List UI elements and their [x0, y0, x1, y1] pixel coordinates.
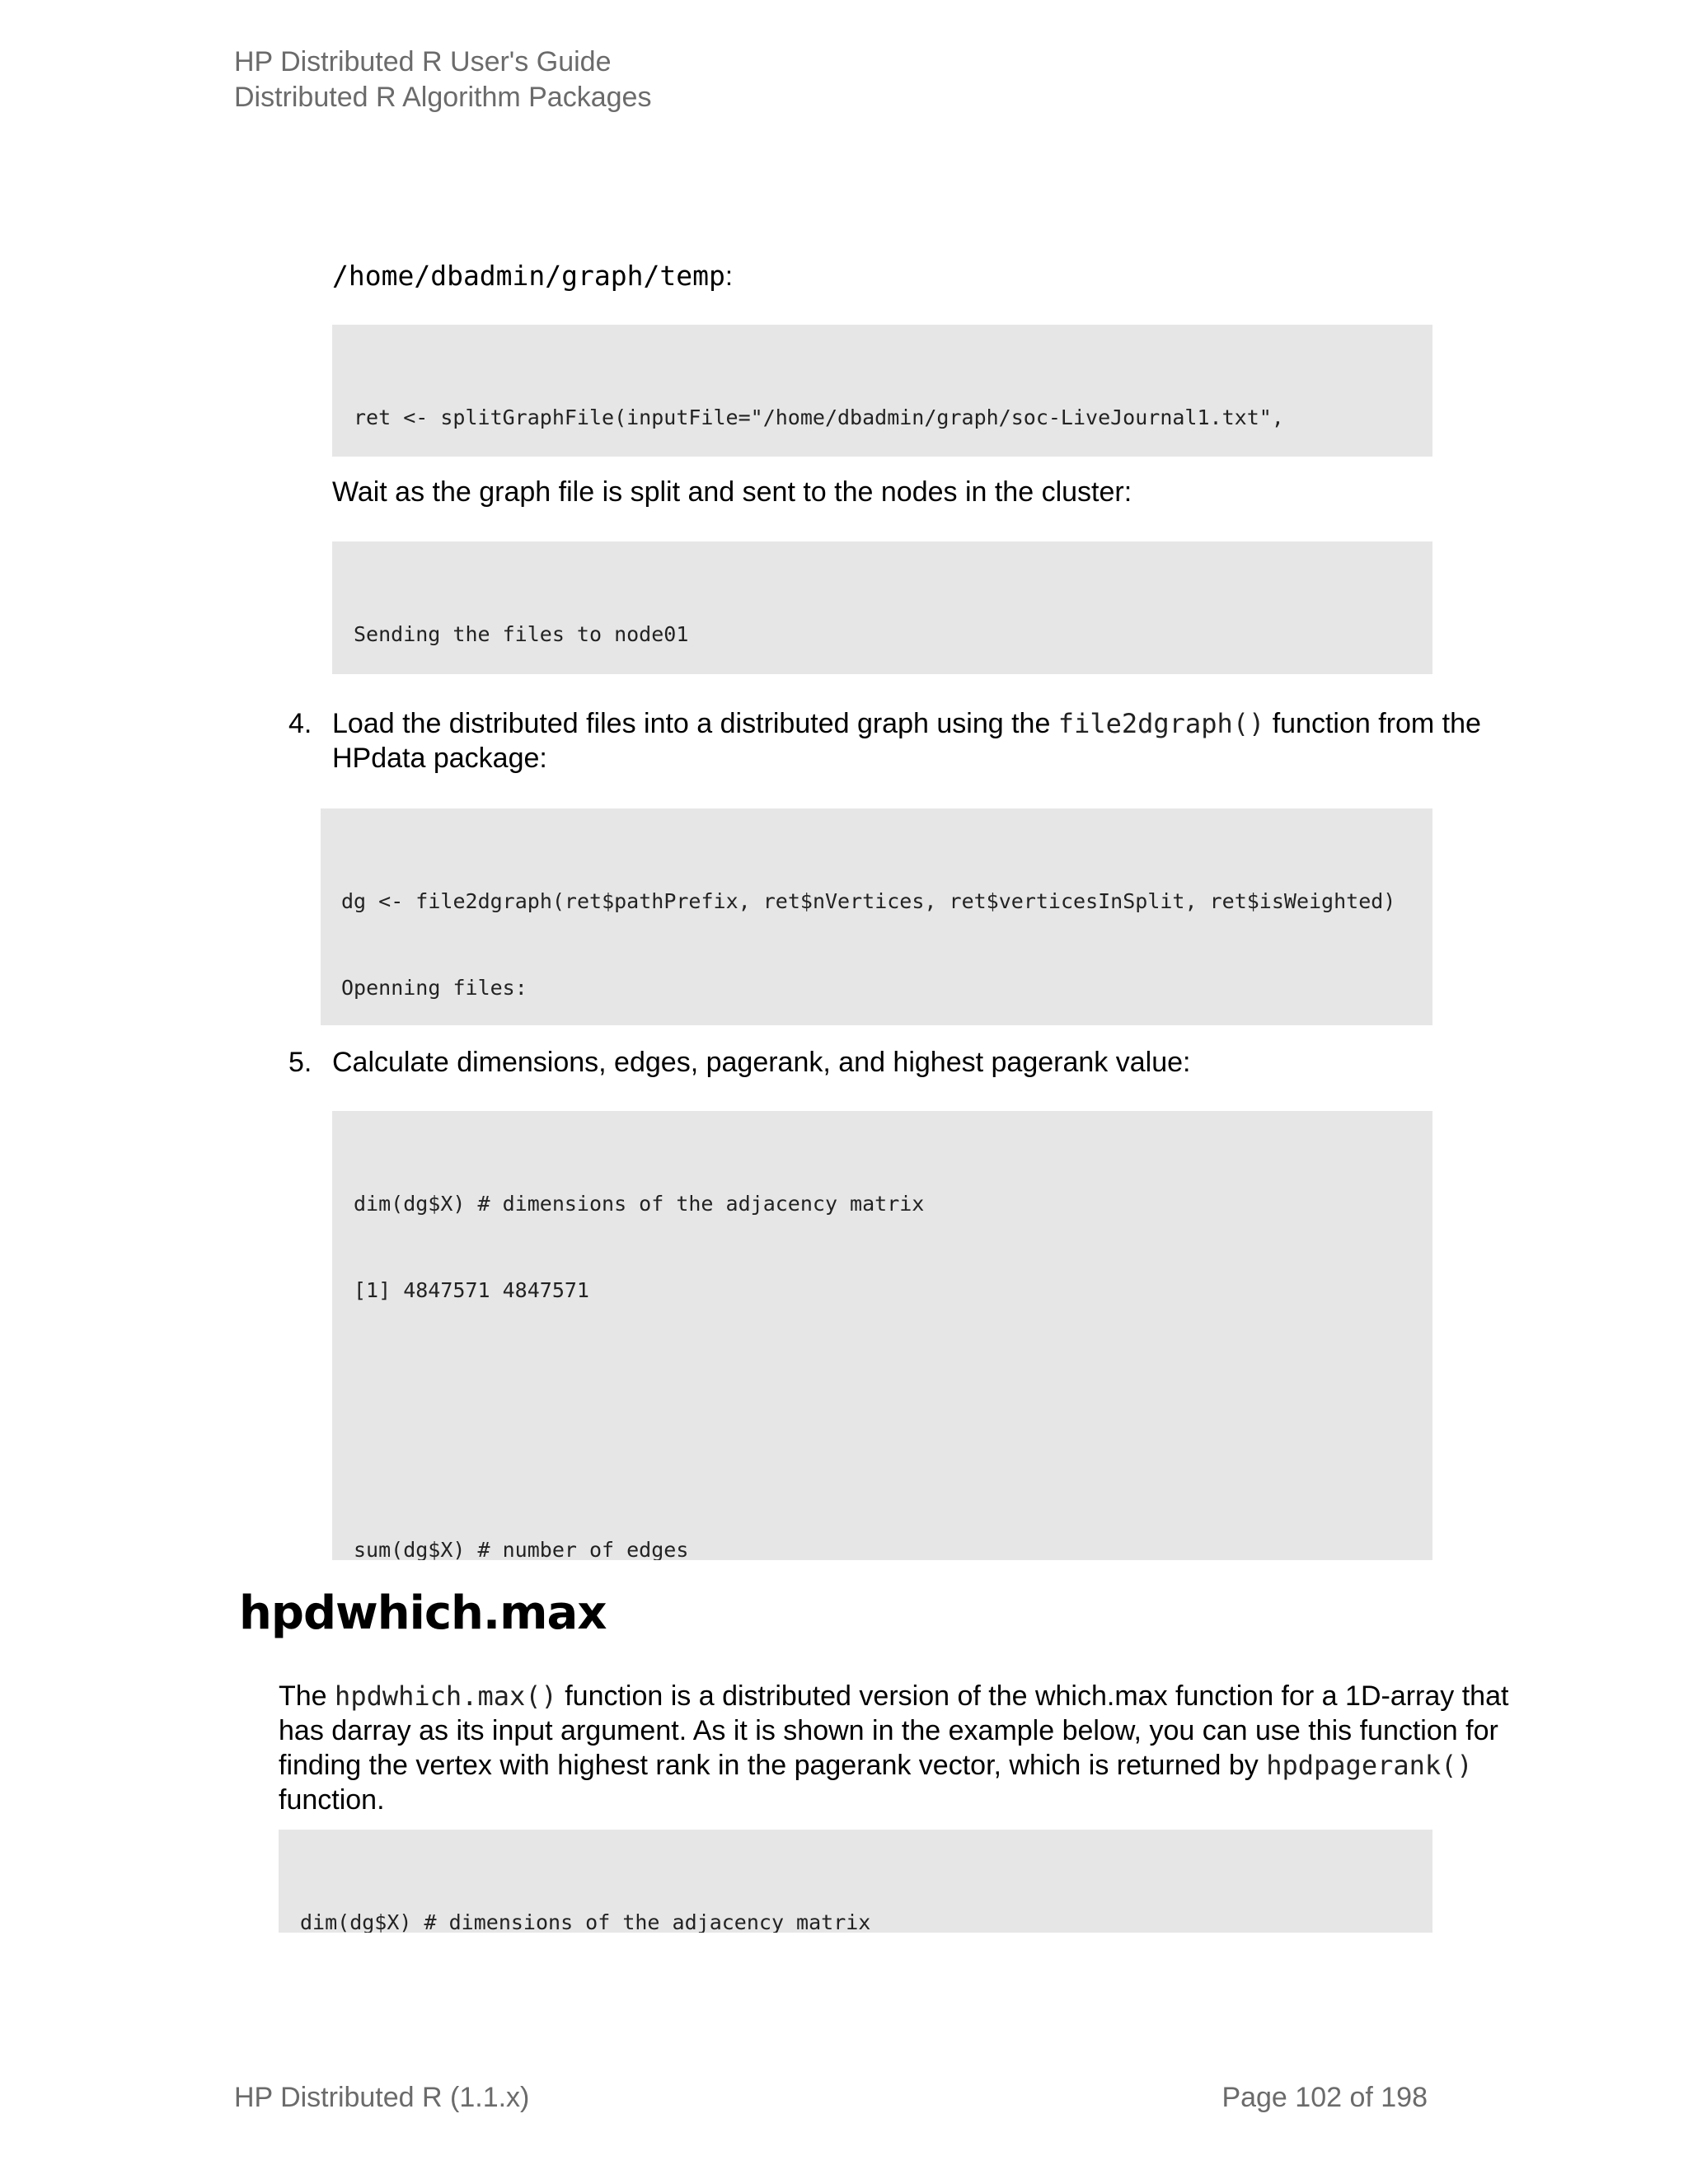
step-5-number: 5.	[288, 1047, 312, 1078]
step-4-number: 4.	[288, 708, 312, 739]
step-5-text: Calculate dimensions, edges, pagerank, and highest pagerank value:	[332, 1047, 1191, 1078]
step-4-line2: HPdata package:	[332, 743, 547, 774]
code-line: sum(dg$X) # number of edges	[354, 1538, 689, 1560]
para-line3-before: finding the vertex with highest rank in the pagerank vector, which is returned by	[279, 1750, 1267, 1781]
step-4-text	[332, 706, 1481, 776]
code-block-split-graph	[332, 325, 1432, 457]
header-chapter-title: Distributed R Algorithm Packages	[234, 82, 652, 113]
intro-path: /home/dbadmin/graph/temp	[332, 260, 725, 292]
code-block-sending-files	[332, 541, 1432, 674]
page-header	[234, 45, 651, 115]
section-heading: hpdwhich.max	[239, 1586, 607, 1640]
para-line3-code: hpdpagerank()	[1266, 1750, 1473, 1781]
code-line: dim(dg$X) # dimensions of the adjacency matrix	[354, 1192, 925, 1216]
para-line1-after: function is a distributed version of the which.max function for a 1D-array that	[556, 1680, 1509, 1712]
code-line: [1] 4847571 4847571	[354, 1278, 589, 1302]
para-line1-code: hpdwhich.max()	[335, 1680, 557, 1712]
code-block-load-graph	[321, 808, 1432, 1025]
code-line: Sending the files to node01	[354, 622, 689, 646]
code-line: ret <- splitGraphFile(inputFile="/home/dbadmin/graph/soc-LiveJournal1.txt",	[354, 405, 1284, 429]
code-line: dg <- file2dgraph(ret$pathPrefix, ret$nVertices, ret$verticesInSplit, ret$isWeighted)	[341, 889, 1396, 913]
code-line: Openning files:	[341, 976, 528, 1000]
code-block-calculations	[332, 1111, 1432, 1560]
para-line1-before: The	[279, 1680, 335, 1712]
para-line4: function.	[279, 1784, 385, 1816]
step-4-text-before: Load the distributed files into a distributed graph using the	[332, 708, 1058, 739]
footer-product-version: HP Distributed R (1.1.x)	[234, 2082, 530, 2113]
intro-colon: :	[724, 260, 733, 291]
para-line2: has darray as its input argument. As it is shown in the example below, you can use this function for	[279, 1715, 1498, 1746]
code-line	[354, 1449, 1411, 1478]
footer-page-number: Page 102 of 198	[1221, 2082, 1428, 2113]
code-block-dim-example	[279, 1830, 1432, 1933]
step-4-text-after: function from the	[1264, 708, 1481, 739]
code-line: dim(dg$X) # dimensions of the adjacency matrix	[300, 1910, 871, 1933]
intro-path-line	[332, 260, 733, 293]
wait-paragraph: Wait as the graph file is split and sent to the nodes in the cluster:	[332, 476, 1132, 508]
header-guide-title: HP Distributed R User's Guide	[234, 46, 612, 77]
code-line	[354, 1362, 1411, 1391]
step-4-code: file2dgraph()	[1057, 708, 1265, 739]
section-paragraph	[279, 1679, 1509, 1817]
